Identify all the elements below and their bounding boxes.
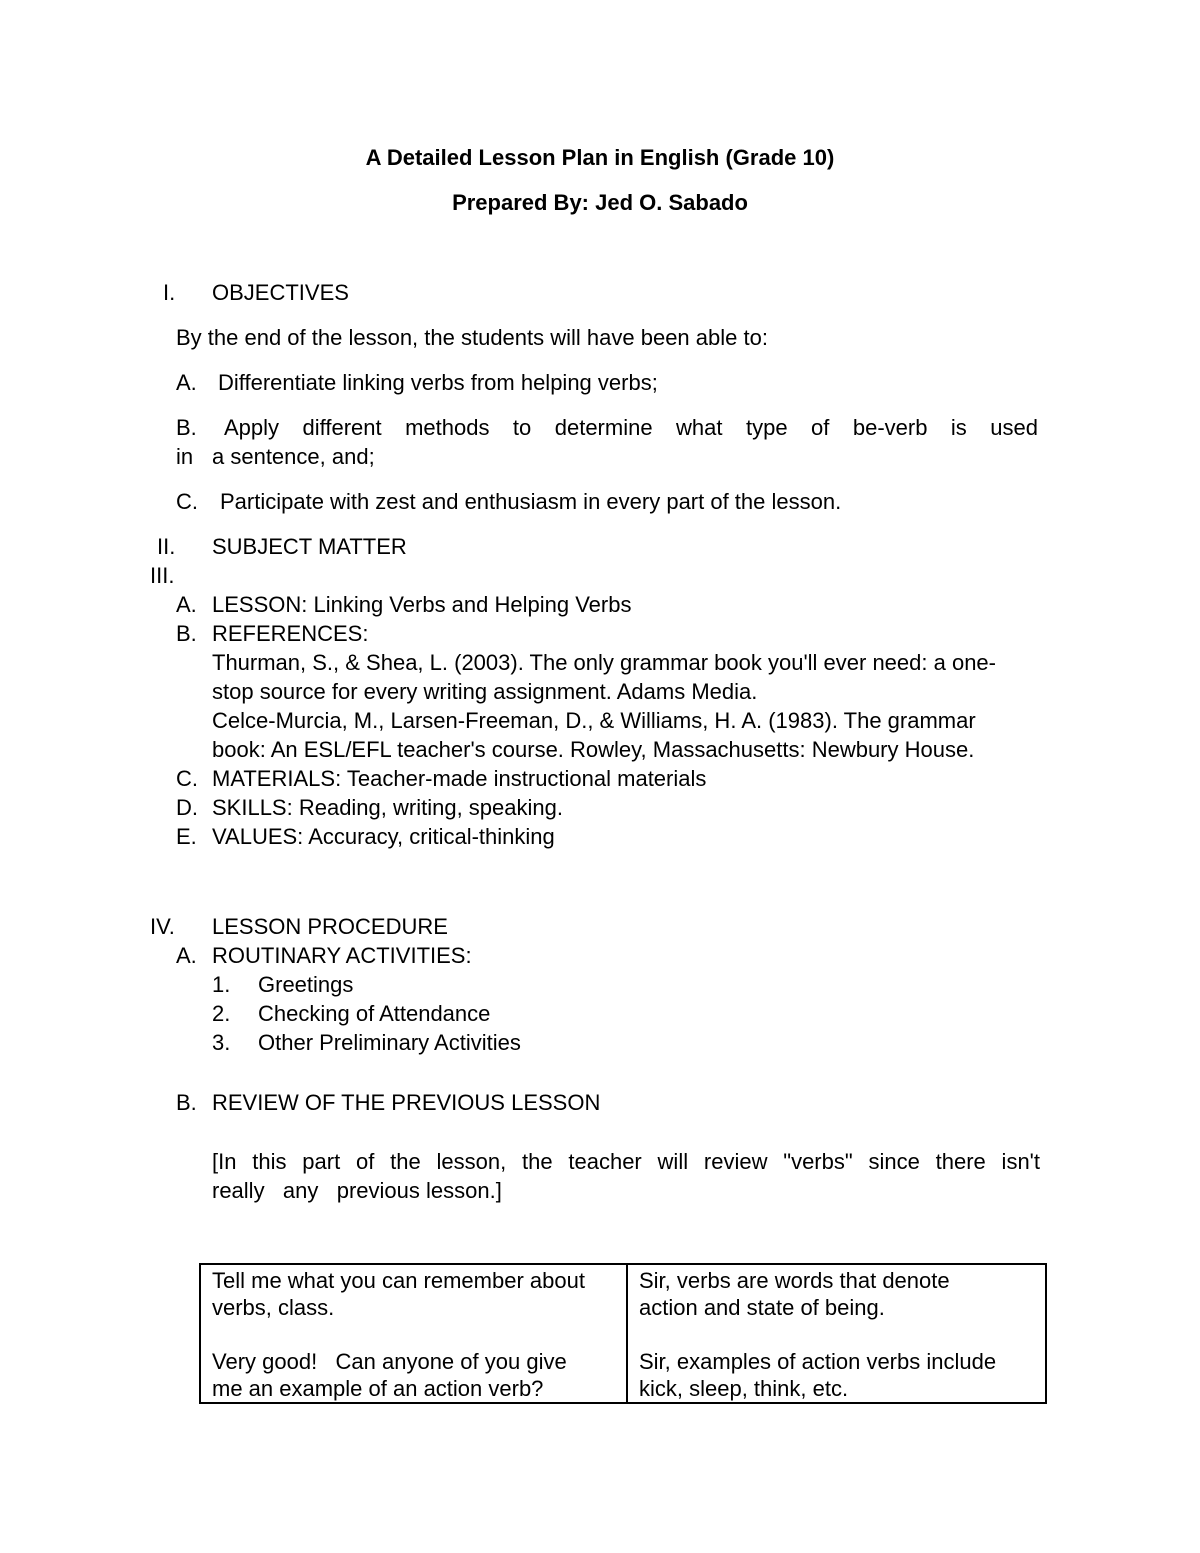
objective-text-continued: a sentence, and; (212, 444, 375, 469)
teacher-cell (200, 1264, 627, 1403)
table-row (200, 1264, 1046, 1403)
reference-line: stop source for every writing assignment. Adams Media. (212, 679, 758, 704)
student-cell (627, 1264, 1046, 1403)
reference-line: Celce-Murcia, M., Larsen-Freeman, D., & Williams, H. A. (1983). The grammar (212, 708, 976, 733)
procedure-letter: A. (176, 943, 197, 968)
section-number-extra: III. (150, 563, 175, 588)
review-heading: REVIEW OF THE PREVIOUS LESSON (212, 1090, 601, 1115)
teacher-line: me an example of an action verb? (212, 1376, 544, 1401)
objective-text-continued: in (176, 444, 194, 469)
subject-letter: A. (176, 592, 197, 617)
objective-text: Participate with zest and enthusiasm in every part of the lesson. (220, 489, 842, 514)
routinary-number: 2. (212, 1001, 231, 1026)
subject-values: VALUES: Accuracy, critical-thinking (212, 824, 555, 849)
dialog-table (199, 1263, 1047, 1404)
objective-text: Apply different methods to determine what type of be-verb is used (224, 415, 1038, 440)
routinary-item: Greetings (258, 972, 354, 997)
teacher-line: Very good! Can anyone of you give (212, 1349, 567, 1374)
reference-line: book: An ESL/EFL teacher's course. Rowley, Massachusetts: Newbury House. (212, 737, 975, 762)
routinary-item: Other Preliminary Activities (258, 1030, 521, 1055)
subject-lesson: LESSON: Linking Verbs and Helping Verbs (212, 592, 632, 617)
section-heading-subject-matter: SUBJECT MATTER (212, 534, 407, 559)
subject-letter: C. (176, 766, 198, 791)
routinary-number: 1. (212, 972, 231, 997)
subject-letter: B. (176, 621, 197, 646)
objectives-intro: By the end of the lesson, the students will have been able to: (176, 325, 768, 350)
subject-letter: D. (176, 795, 198, 820)
objective-letter: A. (176, 370, 197, 395)
routinary-number: 3. (212, 1030, 231, 1055)
reference-line: Thurman, S., & Shea, L. (2003). The only grammar book you'll ever need: a one- (212, 650, 996, 675)
document-title: A Detailed Lesson Plan in English (Grade 10) (365, 145, 835, 170)
teacher-line: Tell me what you can remember about (212, 1268, 585, 1293)
section-number-procedure: IV. (150, 914, 175, 939)
review-note-continued: really any previous lesson.] (212, 1178, 502, 1203)
procedure-letter: B. (176, 1090, 197, 1115)
student-line: Sir, examples of action verbs include (639, 1349, 997, 1374)
subject-materials: MATERIALS: Teacher-made instructional materials (212, 766, 707, 791)
section-number-objectives: I. (163, 280, 176, 305)
section-number-subject-matter: II. (157, 534, 176, 559)
subject-letter: E. (176, 824, 197, 849)
objective-letter: B. (176, 415, 197, 440)
review-note: [In this part of the lesson, the teacher will review "verbs" since there isn't (212, 1149, 1040, 1174)
objective-letter: C. (176, 489, 198, 514)
routinary-item: Checking of Attendance (258, 1001, 491, 1026)
section-heading-procedure: LESSON PROCEDURE (212, 914, 448, 939)
routinary-heading: ROUTINARY ACTIVITIES: (212, 943, 472, 968)
student-line: action and state of being. (639, 1295, 885, 1320)
subject-skills: SKILLS: Reading, writing, speaking. (212, 795, 563, 820)
section-heading-objectives: OBJECTIVES (212, 280, 349, 305)
objective-text: Differentiate linking verbs from helping verbs; (218, 370, 658, 395)
subject-references-label: REFERENCES: (212, 621, 369, 646)
student-line: kick, sleep, think, etc. (639, 1376, 849, 1401)
prepared-by: Prepared By: Jed O. Sabado (452, 190, 748, 215)
student-line: Sir, verbs are words that denote (639, 1268, 950, 1293)
teacher-line: verbs, class. (212, 1295, 335, 1320)
